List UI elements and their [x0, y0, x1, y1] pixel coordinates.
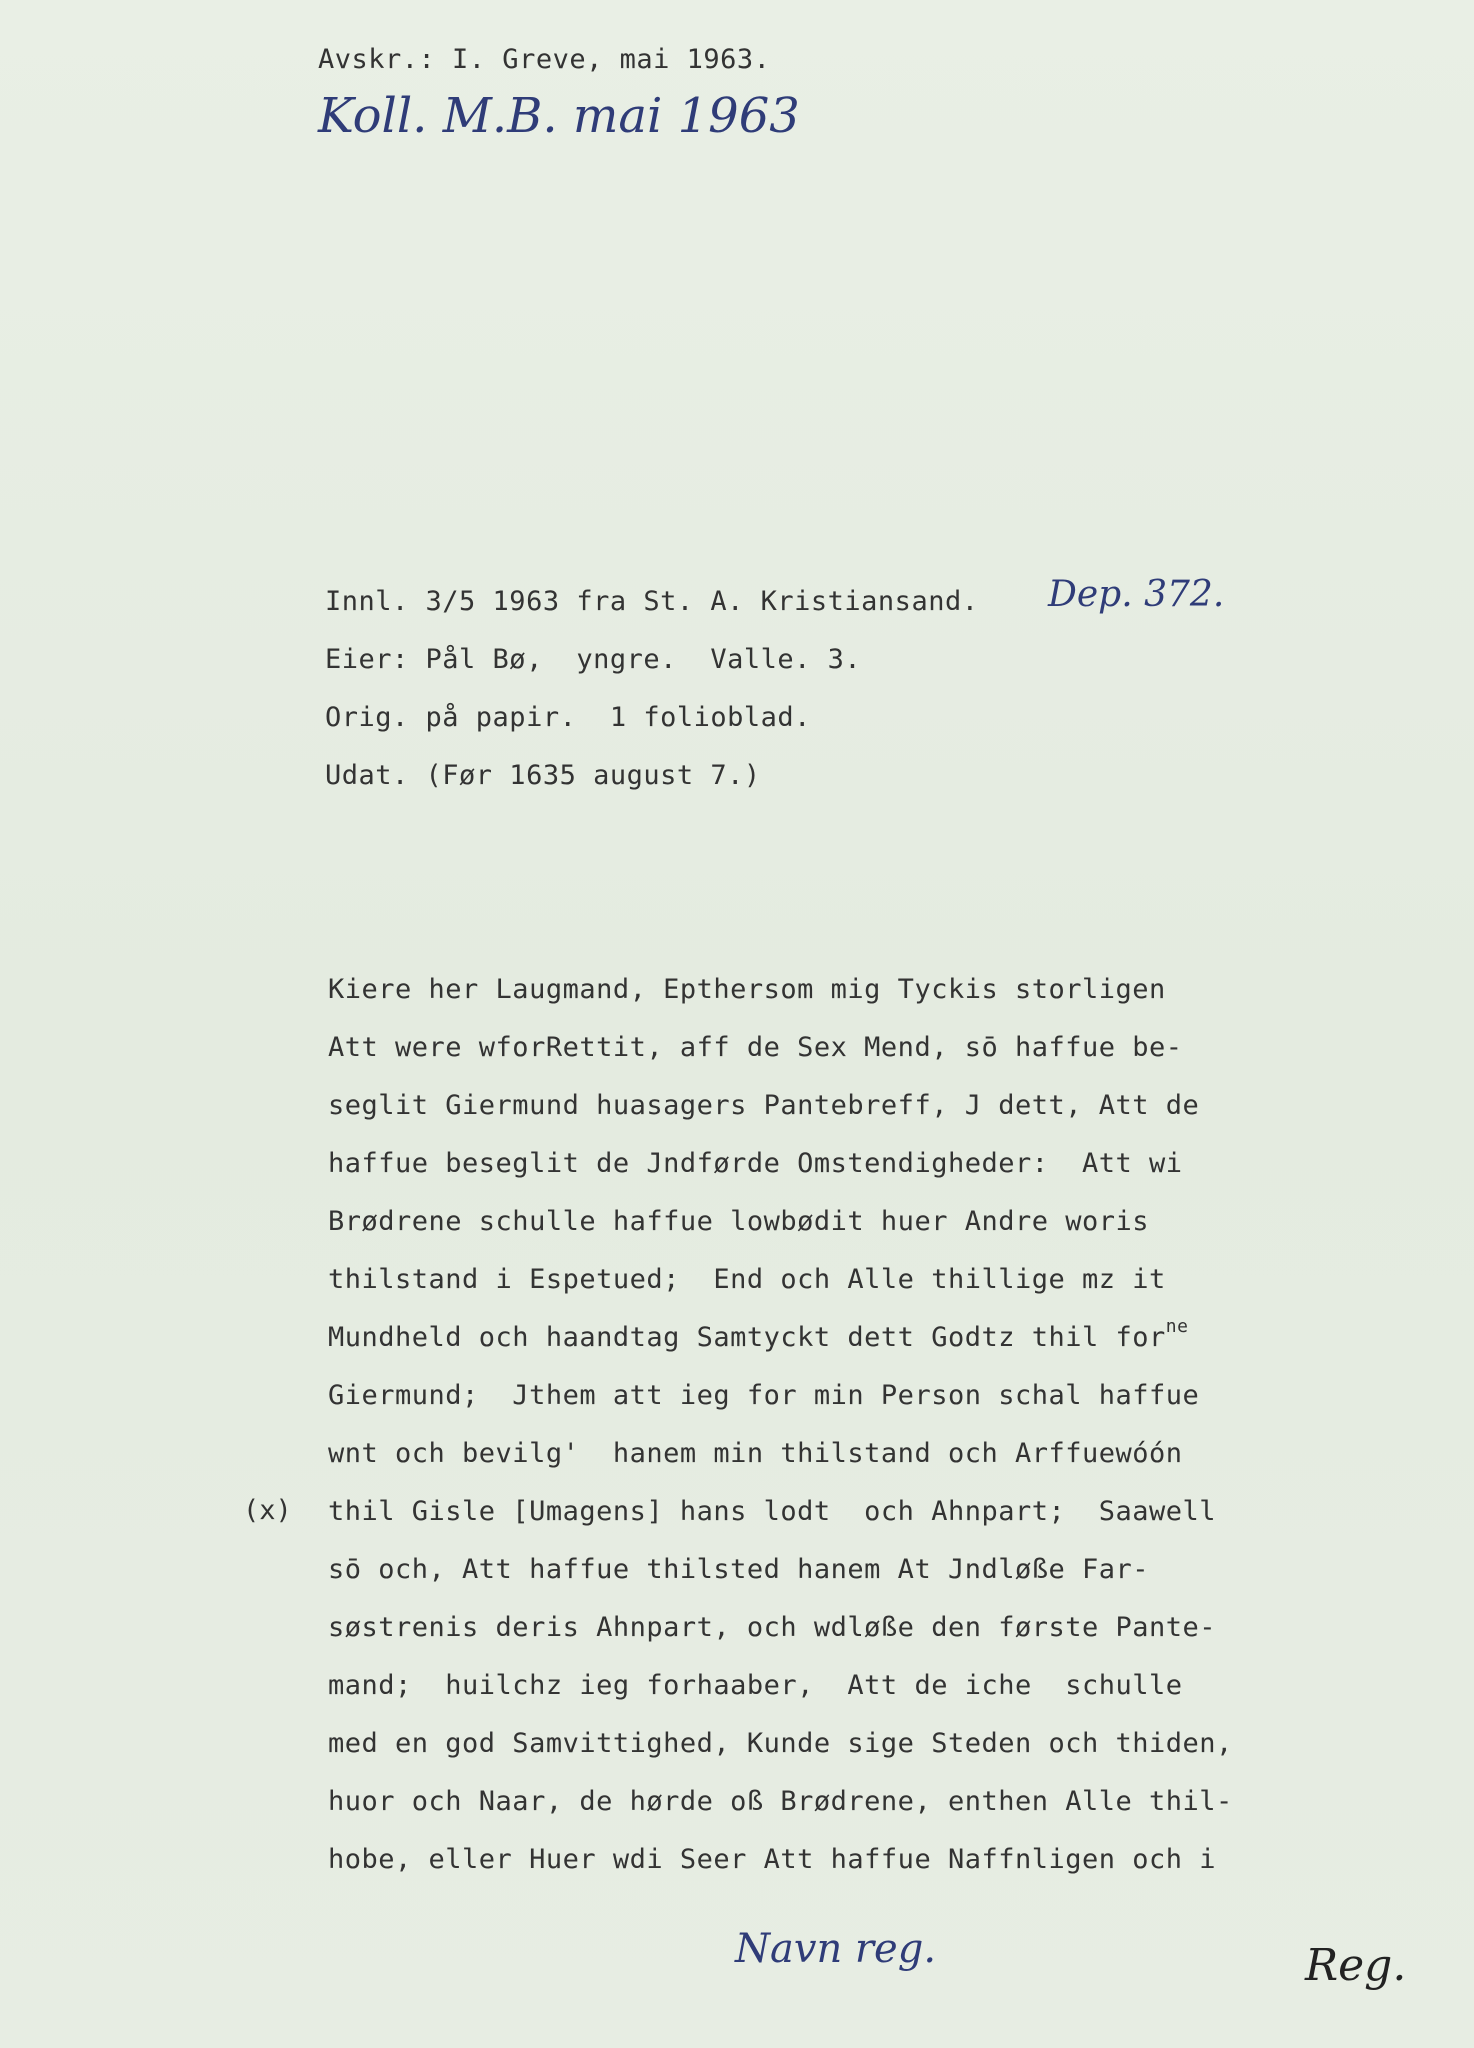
transcription-note: Avskr.: I. Greve, mai 1963.	[318, 44, 771, 75]
owner-line: Eier: Pål Bø, yngre. Valle. 3.	[325, 644, 862, 675]
date-line: Udat. (Før 1635 august 7.)	[325, 760, 761, 791]
body-line-text: Mundheld och haandtag Samtyckt dett Godtz thil for	[328, 1322, 1166, 1353]
body-line: Att were wforRettit, aff de Sex Mend, sō haffue be-	[328, 1032, 1183, 1063]
body-line: wnt och bevilg' hanem min thilstand och Arffuewóón	[328, 1438, 1183, 1469]
body-line: mand; huilchz ieg forhaaber, Att de iche schulle	[328, 1670, 1183, 1701]
body-line: Brødrene schulle haffue lowbødit huer Andre woris	[328, 1206, 1150, 1237]
margin-mark: (x)	[243, 1495, 292, 1526]
handwritten-register-mark: Reg.	[1305, 1940, 1407, 1991]
body-line: thilstand i Espetued; End och Alle thillige mz it	[328, 1264, 1166, 1295]
body-line: med en god Samvittighed, Kunde sige Steden och thiden,	[328, 1728, 1233, 1759]
handwritten-name-register: Navn reg.	[735, 1926, 937, 1972]
body-line	[328, 1316, 1189, 1353]
body-line: hobe, eller Huer wdi Seer Att haffue Naffnligen och i	[328, 1844, 1217, 1875]
handwritten-collation-note: Koll. M.B. mai 1963	[318, 88, 800, 144]
received-line: Innl. 3/5 1963 fra St. A. Kristiansand.	[325, 586, 979, 617]
original-line: Orig. på papir. 1 folioblad.	[325, 702, 811, 733]
body-line: thil Gisle [Umagens] hans lodt och Ahnpart; Saawell	[328, 1496, 1217, 1527]
body-line: Giermund; Jthem att ieg for min Person schal haffue	[328, 1380, 1200, 1411]
superscript: ne	[1165, 1316, 1189, 1337]
body-line: søstrenis deris Ahnpart, och wdløße den første Pante-	[328, 1612, 1217, 1643]
body-line: seglit Giermund huasagers Pantebreff, J dett, Att de	[328, 1090, 1200, 1121]
handwritten-dep-number: Dep. 372.	[1048, 574, 1225, 615]
body-line: haffue beseglit de Jndførde Omstendigheder: Att wi	[328, 1148, 1183, 1179]
body-line: sō och, Att haffue thilsted hanem At Jndløße Far-	[328, 1554, 1150, 1585]
body-line: Kiere her Laugmand, Epthersom mig Tyckis storligen	[328, 974, 1166, 1005]
body-line: huor och Naar, de hørde oß Brødrene, enthen Alle thil-	[328, 1786, 1233, 1817]
